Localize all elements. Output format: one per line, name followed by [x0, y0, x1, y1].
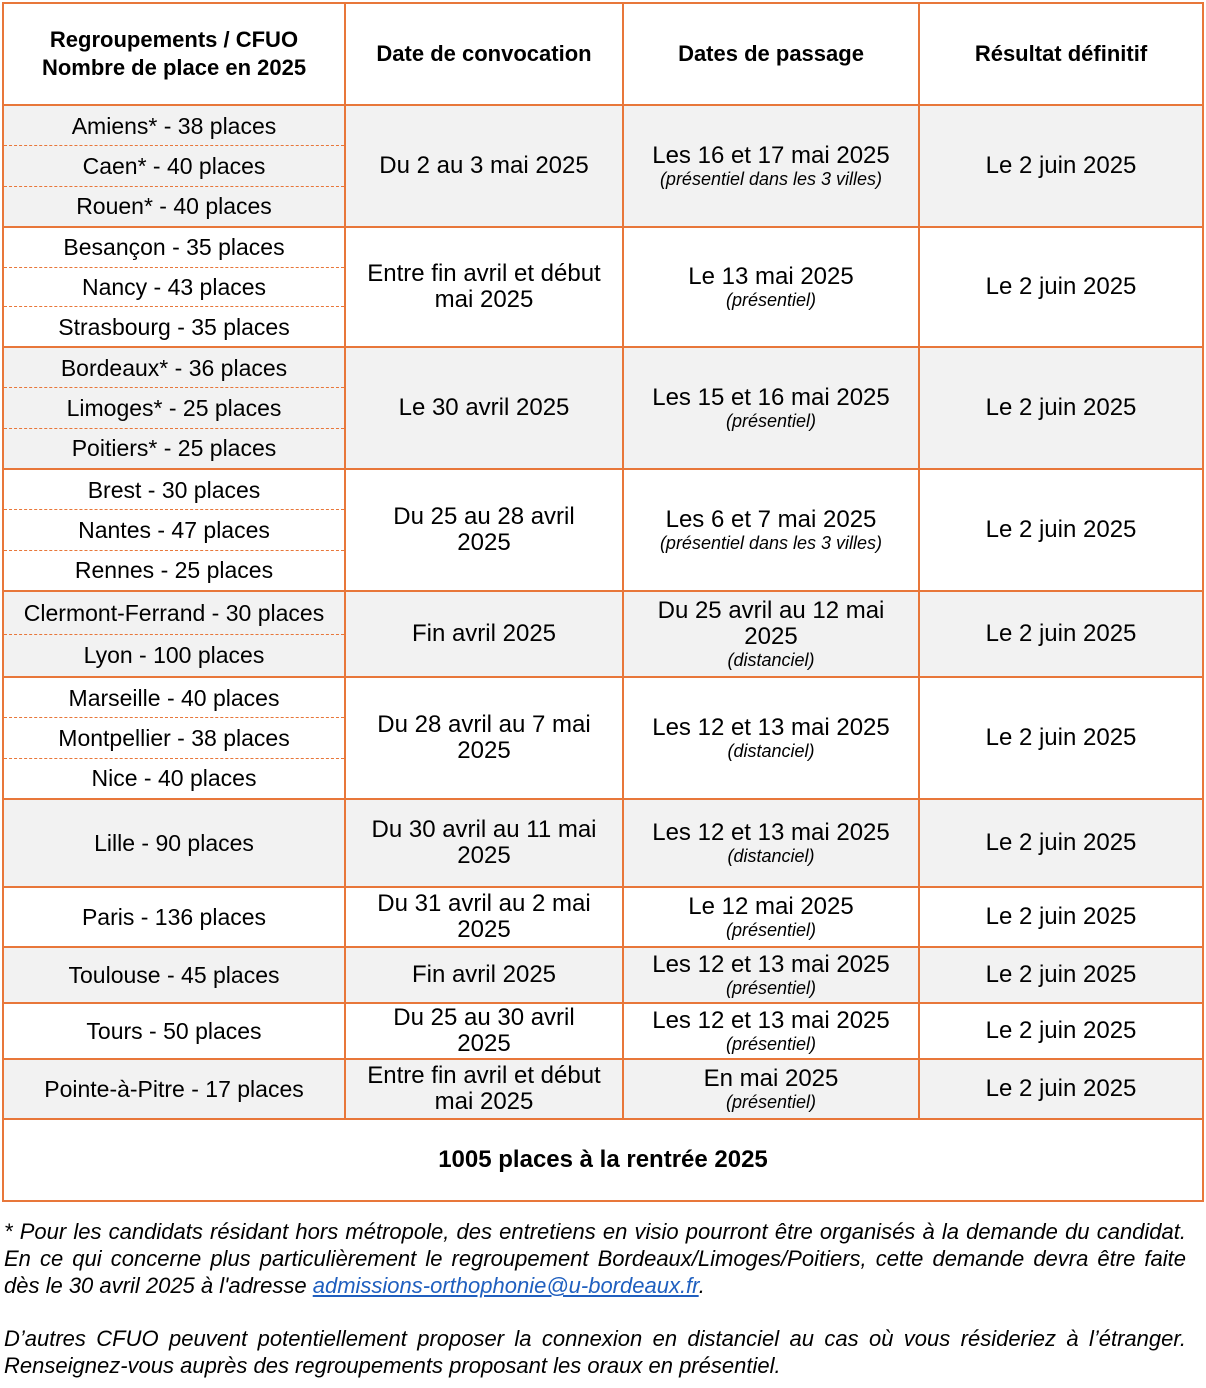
passage-date: Les 12 et 13 mai 2025: [652, 1007, 890, 1034]
passage-mode: (présentiel): [725, 290, 817, 310]
header-regroupements: [3, 3, 345, 105]
convocation-cell: [345, 227, 623, 347]
convocation-date: Entre fin avril et début mai 2025: [367, 1062, 601, 1115]
table-row: [3, 591, 1203, 677]
resultat-cell: Le 2 juin 2025: [919, 469, 1203, 591]
city-item: Rouen* - 40 places: [76, 193, 272, 220]
passage-cell: [623, 887, 919, 947]
passage-date: Les 12 et 13 mai 2025: [652, 951, 890, 978]
footnote-visio-end: .: [698, 1273, 705, 1298]
schedule-table: [2, 2, 1204, 1202]
passage-date: Du 25 avril au 12 mai 2025: [657, 597, 885, 650]
header-regroupements-line1: Regroupements / CFUO: [49, 27, 299, 52]
cities-cell: [3, 1059, 345, 1119]
header-row: [3, 3, 1203, 105]
table-row: [3, 469, 1203, 591]
convocation-cell: [345, 347, 623, 469]
city-item: Tours - 50 places: [86, 1018, 262, 1044]
city-item: Bordeaux* - 36 places: [4, 348, 344, 388]
convocation-date: Fin avril 2025: [411, 961, 557, 988]
convocation-date: Fin avril 2025: [411, 620, 557, 647]
city-item: Nancy - 43 places: [4, 268, 344, 308]
convocation-date: Du 25 au 30 avril 2025: [393, 1004, 575, 1057]
convocation-date: Du 25 au 28 avril 2025: [393, 503, 575, 556]
convocation-date: Le 30 avril 2025: [398, 394, 570, 421]
cities-cell: [3, 591, 345, 677]
table-row: [3, 105, 1203, 227]
table-row: [3, 227, 1203, 347]
passage-cell: [623, 947, 919, 1003]
passage-cell: [623, 677, 919, 799]
city-item: Pointe-à-Pitre - 17 places: [44, 1076, 304, 1102]
passage-cell: [623, 105, 919, 227]
passage-cell: [623, 591, 919, 677]
convocation-cell: [345, 677, 623, 799]
table-row: [3, 947, 1203, 1003]
passage-cell: [623, 1003, 919, 1059]
resultat-cell: Le 2 juin 2025: [919, 677, 1203, 799]
passage-mode: (distanciel): [727, 650, 815, 670]
city-item: Poitiers* - 25 places: [71, 435, 277, 462]
cities-cell: [3, 469, 345, 591]
passage-date: En mai 2025: [703, 1065, 839, 1092]
header-convocation: Date de convocation: [345, 3, 623, 105]
convocation-cell: [345, 799, 623, 887]
city-item: Paris - 136 places: [81, 904, 267, 930]
passage-date: Le 12 mai 2025: [688, 893, 854, 920]
city-item: Lyon - 100 places: [83, 642, 265, 669]
cities-cell: [3, 947, 345, 1003]
city-item: Montpellier - 38 places: [4, 718, 344, 758]
passage-date: Les 15 et 16 mai 2025: [652, 384, 890, 411]
resultat-cell: Le 2 juin 2025: [919, 591, 1203, 677]
city-item: Strasbourg - 35 places: [58, 313, 290, 340]
passage-cell: [623, 799, 919, 887]
cities-cell: [3, 105, 345, 227]
header-regroupements-line2: Nombre de place en 2025: [41, 55, 307, 80]
resultat-cell: Le 2 juin 2025: [919, 105, 1203, 227]
passage-mode: (distanciel): [727, 846, 815, 866]
passage-date: Les 16 et 17 mai 2025: [652, 142, 890, 169]
resultat-cell: Le 2 juin 2025: [919, 1003, 1203, 1059]
passage-date: Les 12 et 13 mai 2025: [652, 819, 890, 846]
convocation-date: Entre fin avril et début mai 2025: [367, 260, 601, 313]
cities-cell: [3, 227, 345, 347]
table-row: [3, 347, 1203, 469]
resultat-cell: Le 2 juin 2025: [919, 799, 1203, 887]
resultat-cell: Le 2 juin 2025: [919, 347, 1203, 469]
convocation-cell: [345, 1059, 623, 1119]
passage-mode: (présentiel): [725, 1034, 817, 1054]
resultat-cell: Le 2 juin 2025: [919, 1059, 1203, 1119]
city-item: Besançon - 35 places: [4, 228, 344, 268]
table-row: [3, 799, 1203, 887]
passage-cell: [623, 347, 919, 469]
city-item: Nice - 40 places: [91, 765, 257, 792]
cities-cell: [3, 1003, 345, 1059]
convocation-cell: [345, 469, 623, 591]
total-row: [3, 1119, 1203, 1201]
table-row: [3, 1059, 1203, 1119]
passage-date: Les 6 et 7 mai 2025: [665, 506, 877, 533]
convocation-cell: [345, 591, 623, 677]
passage-mode: (distanciel): [727, 741, 815, 761]
convocation-cell: [345, 947, 623, 1003]
table-row: [3, 1003, 1203, 1059]
passage-mode: (présentiel dans les 3 villes): [659, 169, 883, 189]
admissions-email-link[interactable]: admissions-orthophonie@u-bordeaux.fr: [312, 1273, 699, 1298]
city-item: Toulouse - 45 places: [68, 962, 280, 988]
cities-cell: [3, 347, 345, 469]
convocation-date: Du 28 avril au 7 mai 2025: [377, 711, 591, 764]
convocation-date: Du 30 avril au 11 mai 2025: [371, 816, 597, 869]
city-item: Amiens* - 38 places: [4, 106, 344, 146]
resultat-cell: Le 2 juin 2025: [919, 227, 1203, 347]
city-item: Brest - 30 places: [4, 470, 344, 510]
city-item: Marseille - 40 places: [4, 678, 344, 718]
passage-cell: [623, 1059, 919, 1119]
city-item: Limoges* - 25 places: [4, 388, 344, 428]
city-item: Nantes - 47 places: [4, 510, 344, 550]
passage-mode: (présentiel): [725, 1092, 817, 1112]
city-item: Rennes - 25 places: [74, 557, 274, 584]
footnotes: [4, 1218, 1186, 1379]
resultat-cell: Le 2 juin 2025: [919, 887, 1203, 947]
passage-cell: [623, 469, 919, 591]
total-places: 1005 places à la rentrée 2025: [3, 1119, 1203, 1201]
passage-mode: (présentiel): [725, 411, 817, 431]
cities-cell: [3, 677, 345, 799]
convocation-date: Du 31 avril au 2 mai 2025: [377, 890, 591, 943]
footnote-visio: [4, 1218, 1186, 1299]
table-row: [3, 677, 1203, 799]
resultat-cell: Le 2 juin 2025: [919, 947, 1203, 1003]
table-row: [3, 887, 1203, 947]
footnote-distanciel: D’autres CFUO peuvent potentiellement proposer la connexion en distanciel au cas où vous résideriez à l’étranger. Renseignez-vous auprès des regroupements proposant les oraux en présentiel.: [4, 1326, 1186, 1378]
convocation-date: Du 2 au 3 mai 2025: [379, 152, 589, 179]
passage-date: Le 13 mai 2025: [688, 263, 854, 290]
header-resultat: Résultat définitif: [919, 3, 1203, 105]
convocation-cell: [345, 1003, 623, 1059]
passage-cell: [623, 227, 919, 347]
passage-date: Les 12 et 13 mai 2025: [652, 714, 890, 741]
passage-mode: (présentiel): [725, 920, 817, 940]
city-item: Lille - 90 places: [94, 830, 254, 856]
cities-cell: [3, 887, 345, 947]
city-item: Caen* - 40 places: [4, 146, 344, 186]
city-item: Clermont-Ferrand - 30 places: [4, 592, 344, 635]
passage-mode: (présentiel dans les 3 villes): [659, 533, 883, 553]
convocation-cell: [345, 887, 623, 947]
cities-cell: [3, 799, 345, 887]
header-passage: Dates de passage: [623, 3, 919, 105]
passage-mode: (présentiel): [725, 978, 817, 998]
convocation-cell: [345, 105, 623, 227]
footnote-visio-text: * Pour les candidats résidant hors métropole, des entretiens en visio pourront être organisés à la demande du candidat. En ce qui concerne plus particulièrement le regroupement Bordeaux/Limoges/Poitiers, cette demande devra être faite dès le 30 avril 2025 à l'adresse: [4, 1219, 1186, 1298]
